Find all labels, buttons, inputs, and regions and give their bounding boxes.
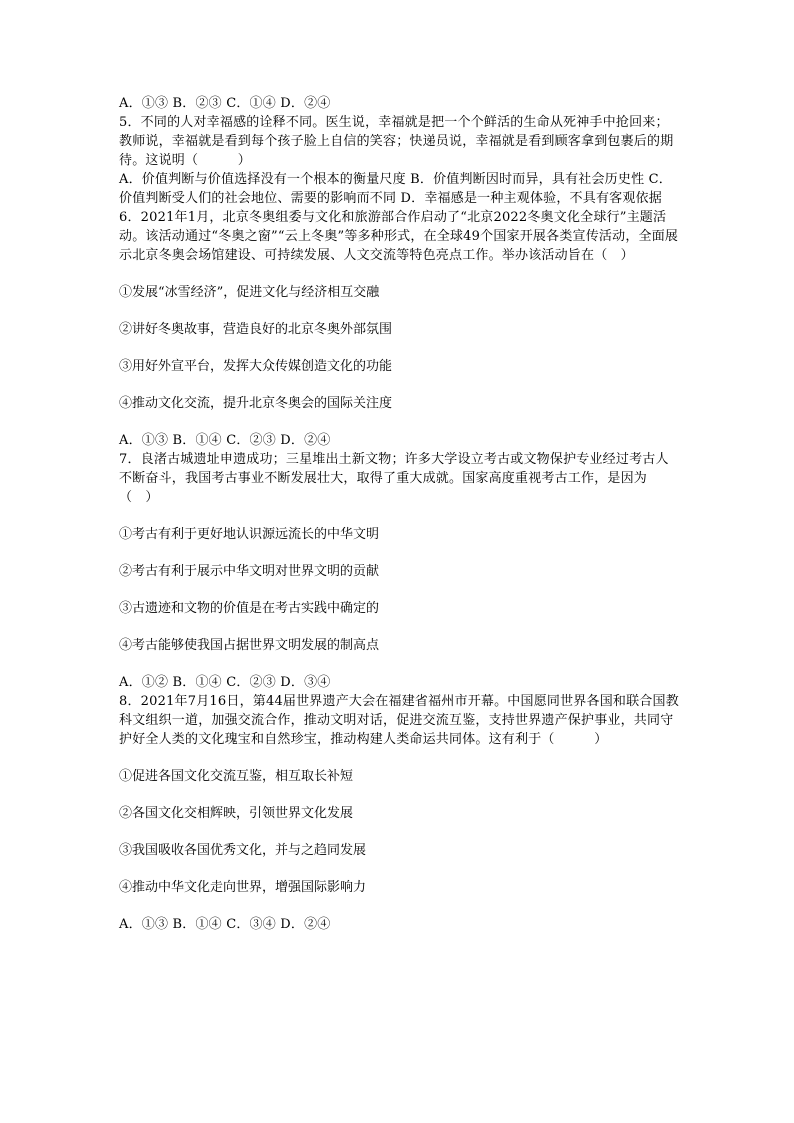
q8-option-2: ②各国文化交相辉映，引领世界文化发展: [119, 806, 354, 821]
q6-stem: 6．2021年1月，北京冬奥组委与文化和旅游部合作启动了“北京2022冬奥文化全球行”主题活动。该活动通过“冬奥之窗”“云上冬奥”等多种形式，在全球49个国家开展各类宣传活动，全面展示北京冬奥会场馆建设、可持续发展、人文交流等特色亮点工作。举办该活动旨在（ ）: [119, 210, 679, 263]
q5-stem: 5．不同的人对幸福感的诠释不同。医生说，幸福就是把一个个鲜活的生命从死神手中抢回来；教师说，幸福就是看到每个孩子脸上自信的笑容；快递员说，幸福就是看到顾客拿到包裹后的期待。这说明（ ）: [119, 115, 674, 168]
q7-option-4: ④考古能够使我国占据世界文明发展的制高点: [119, 638, 380, 653]
q6-option-3: ③用好外宣平台，发挥大众传媒创造文化的功能: [119, 359, 393, 374]
q8-option-3: ③我国吸收各国优秀文化，并与之趋同发展: [119, 843, 367, 858]
q6-option-1: ①发展“冰雪经济”，促进文化与经济相互交融: [119, 285, 380, 300]
q8-option-4: ④推动中华文化走向世界，增强国际影响力: [119, 880, 367, 895]
q8-stem: 8．2021年7月16日，第44届世界遗产大会在福建省福州市开幕。中国愿同世界各国和联合国教科文组织一道，加强交流合作，推动文明对话，促进交流互鉴，支持世界遗产保护事业，共同守护好全人类的文化瑰宝和自然珍宝，推动构建人类命运共同体。这有利于（ ）: [119, 694, 679, 747]
q4-answers: A．①③ B．②③ C．①④ D．②④: [119, 96, 331, 111]
q5-answers: A．价值判断与价值选择没有一个根本的衡量尺度 B．价值判断因时而异，具有社会历史性 C．价值判断受人们的社会地位、需要的影响而不同 D．幸福感是一种主观体验，不具有客观依据: [119, 172, 672, 206]
q7-option-3: ③古遗迹和文物的价值是在考古实践中确定的: [119, 601, 380, 616]
q6-option-2: ②讲好冬奥故事，营造良好的北京冬奥外部氛围: [119, 322, 393, 337]
q6-answers: A．①③ B．①④ C．②③ D．②④: [119, 433, 331, 448]
q7-option-1: ①考古有利于更好地认识源远流长的中华文明: [119, 527, 380, 542]
document-page: [119, 94, 679, 934]
q8-option-1: ①促进各国文化交流互鉴，相互取长补短: [119, 769, 354, 784]
q7-answers: A．①② B．①④ C．②③ D．③④: [119, 675, 331, 690]
q6-option-4: ④推动文化交流，提升北京冬奥会的国际关注度: [119, 396, 393, 411]
q8-answers: A．①③ B．①④ C．③④ D．②④: [119, 917, 331, 932]
q7-option-2: ②考古有利于展示中华文明对世界文明的贡献: [119, 564, 380, 579]
q7-stem: 7．良渚古城遗址申遗成功；三星堆出土新文物；许多大学设立考古或文物保护专业经过考古人不断奋斗，我国考古事业不断发展壮大，取得了重大成就。国家高度重视考古工作，是因为（ ）: [119, 452, 669, 505]
